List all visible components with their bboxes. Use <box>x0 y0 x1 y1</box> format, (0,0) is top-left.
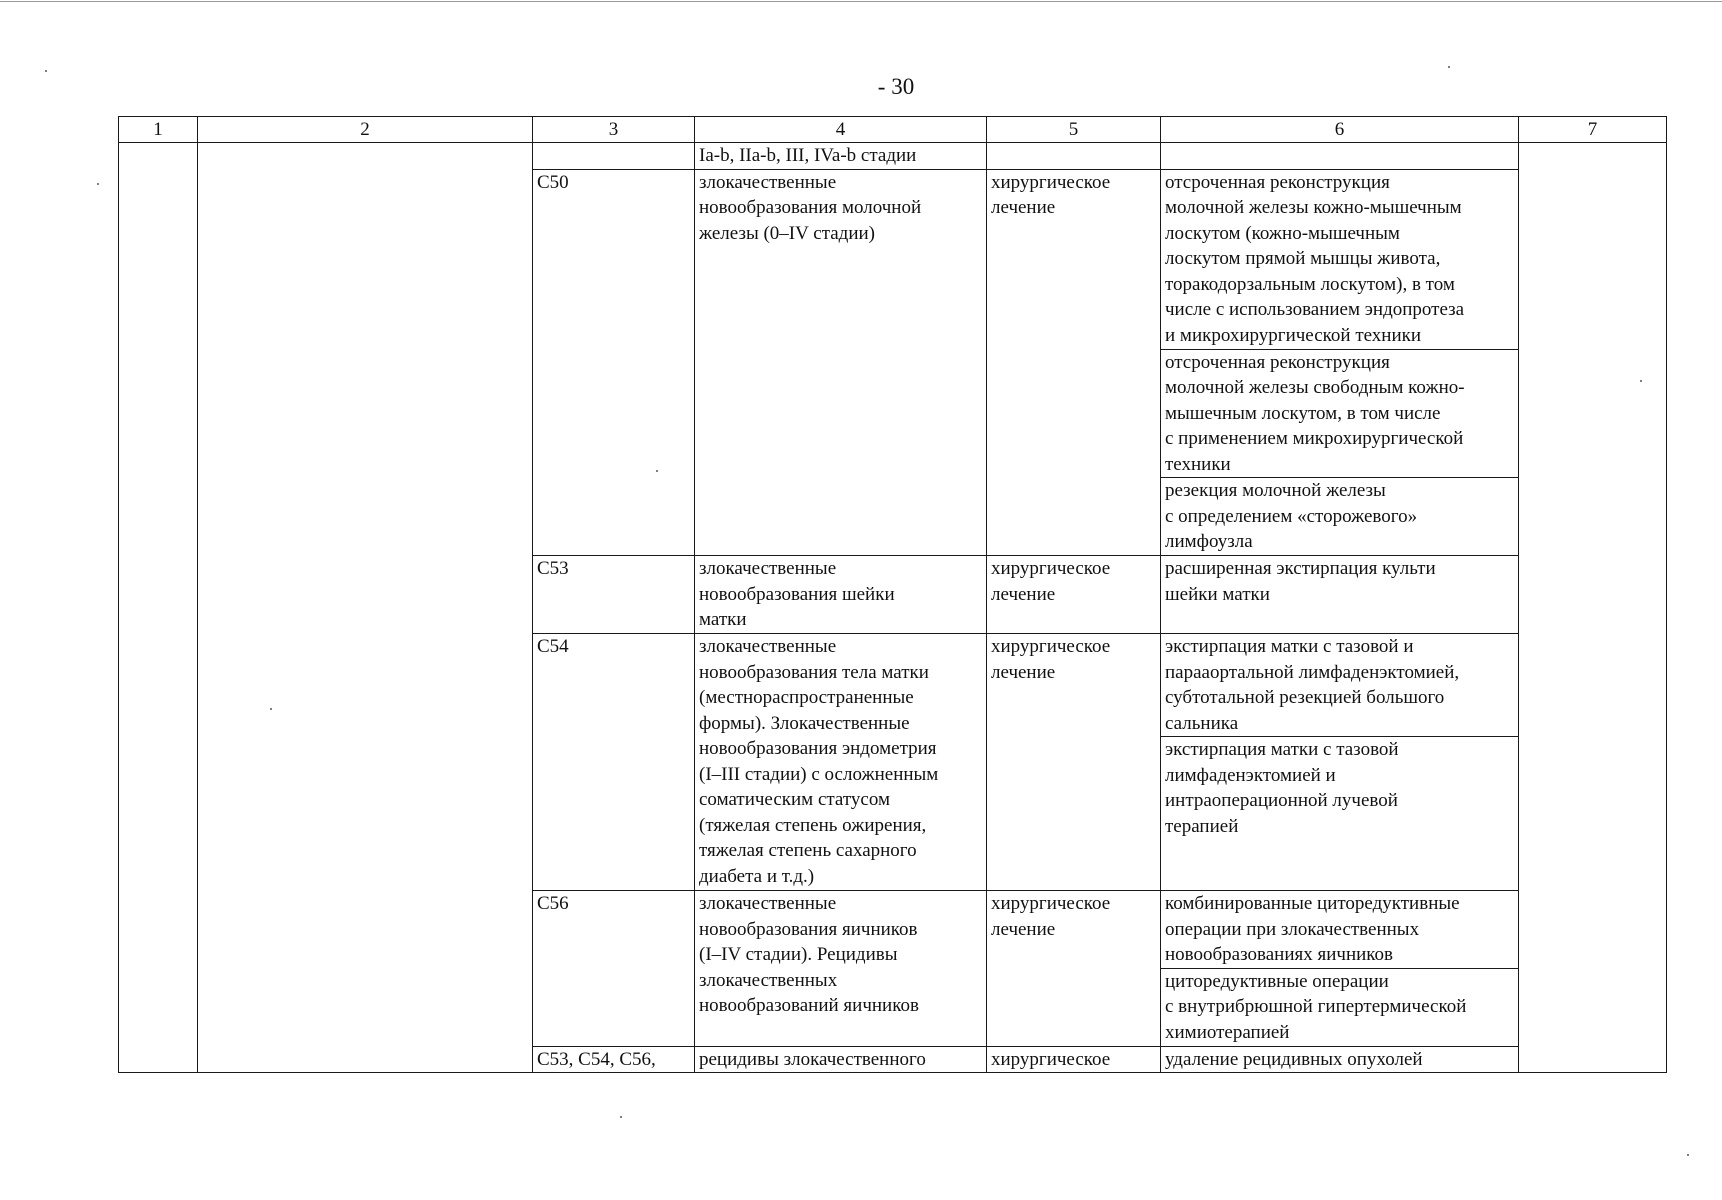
table-row <box>119 143 1667 170</box>
column-number-6: 6 <box>1161 117 1519 143</box>
standard-cell <box>1519 143 1667 1073</box>
diagnosis-cell: злокачественные новообразования тела матки (местнораспространенные формы). Злокачественные новообразования эндометрия (I–III стадии) с осложненным соматическим статусом (тяжелая степень ожирения, тяжелая степень сахарного диабета и т.д.) <box>695 634 987 891</box>
scan-speck <box>97 183 99 185</box>
top-edge-line <box>0 1 1722 2</box>
column-number-1: 1 <box>119 117 198 143</box>
scan-speck <box>656 470 658 472</box>
scan-speck <box>1448 66 1450 68</box>
group-number-cell <box>119 143 198 1073</box>
code-cell: C54 <box>533 634 695 891</box>
column-number-4: 4 <box>695 117 987 143</box>
treatment-cell: хирургическое лечение <box>987 891 1161 1047</box>
method-cell: комбинированные циторедуктивные операции при злокачественных новообразованиях яичников <box>1161 891 1519 969</box>
scan-speck <box>1687 1154 1689 1156</box>
code-cell <box>533 143 695 170</box>
diagnosis-cell: Ia-b, IIa-b, III, IVa-b стадии <box>695 143 987 170</box>
method-cell: экстирпация матки с тазовой лимфаденэктомией и интраоперационной лучевой терапией <box>1161 737 1519 891</box>
column-number-3: 3 <box>533 117 695 143</box>
scan-speck <box>1640 380 1642 382</box>
diagnosis-cell: злокачественные новообразования молочной железы (0–IV стадии) <box>695 169 987 556</box>
page-number: - 30 <box>877 74 915 99</box>
code-cell: C56 <box>533 891 695 1047</box>
treatment-cell: хирургическое лечение <box>987 634 1161 891</box>
method-cell: отсроченная реконструкция молочной железы кожно-мышечным лоскутом (кожно-мышечным лоскутом прямой мышцы живота, торакодорзальным лоскутом), в том числе с использованием эндопротеза и микрохирургической техники <box>1161 169 1519 349</box>
method-cell: расширенная экстирпация культи шейки матки <box>1161 556 1519 634</box>
treatment-cell: хирургическое лечение <box>987 556 1161 634</box>
treatment-cell: хирургическое <box>987 1046 1161 1073</box>
scan-speck <box>270 708 272 710</box>
method-cell: экстирпация матки с тазовой и парааортальной лимфаденэктомией, субтотальной резекцией большого сальника <box>1161 634 1519 737</box>
diagnosis-cell: злокачественные новообразования яичников (I–IV стадии). Рецидивы злокачественных новообразований яичников <box>695 891 987 1047</box>
method-cell: резекция молочной железы с определением «сторожевого» лимфоузла <box>1161 478 1519 556</box>
treatment-cell <box>987 143 1161 170</box>
scan-speck <box>620 1116 622 1118</box>
medical-care-table <box>118 116 1667 1073</box>
column-number-row <box>119 117 1667 143</box>
method-cell: отсроченная реконструкция молочной железы свободным кожно- мышечным лоскутом, в том числе с применением микрохирургической техники <box>1161 349 1519 478</box>
diagnosis-cell: злокачественные новообразования шейки матки <box>695 556 987 634</box>
code-cell: C50 <box>533 169 695 556</box>
treatment-cell: хирургическое лечение <box>987 169 1161 556</box>
method-cell: удаление рецидивных опухолей <box>1161 1046 1519 1073</box>
diagnosis-cell: рецидивы злокачественного <box>695 1046 987 1073</box>
code-cell: C53, C54, C56, <box>533 1046 695 1073</box>
group-name-cell <box>198 143 533 1073</box>
method-cell <box>1161 143 1519 170</box>
method-cell: циторедуктивные операции с внутрибрюшной гипертермической химиотерапией <box>1161 968 1519 1046</box>
column-number-2: 2 <box>198 117 533 143</box>
code-cell: C53 <box>533 556 695 634</box>
column-number-7: 7 <box>1519 117 1667 143</box>
column-number-5: 5 <box>987 117 1161 143</box>
scan-speck <box>45 70 47 72</box>
